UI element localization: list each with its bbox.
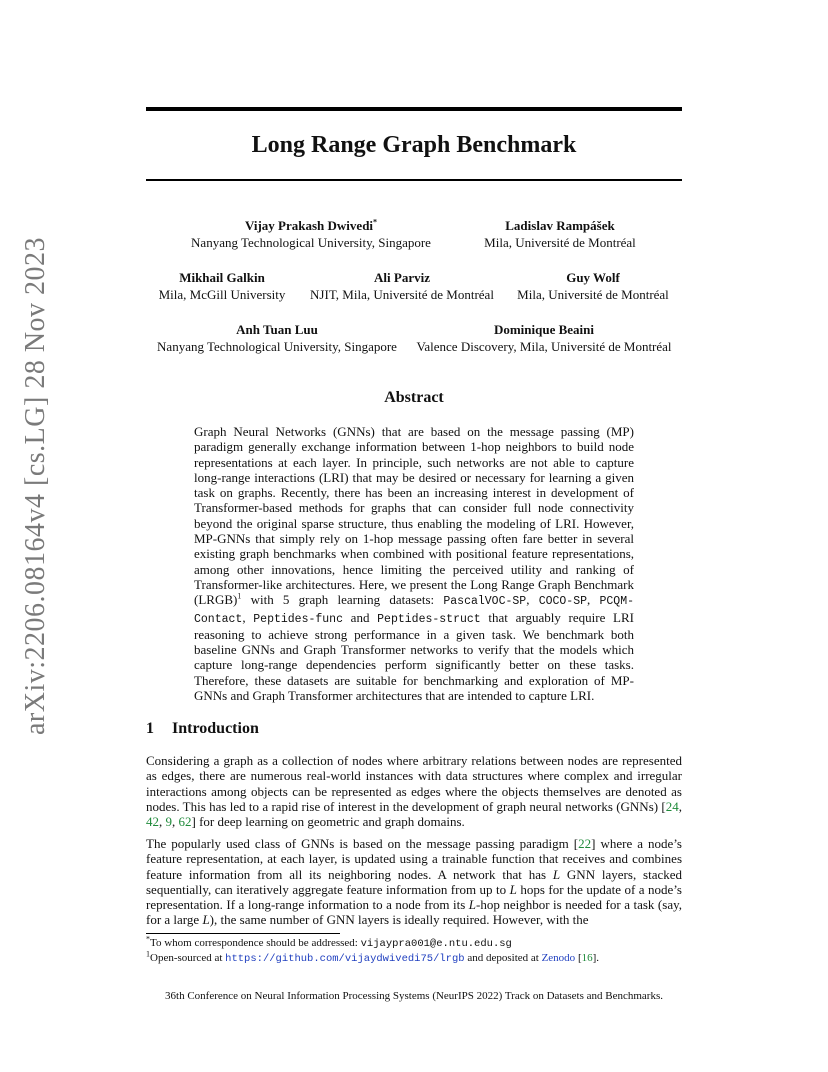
author-name: Guy Wolf [566,270,620,285]
paper-title: Long Range Graph Benchmark [251,132,577,158]
citation-link[interactable]: 62 [178,814,192,830]
dataset-name: PCQM-Contact [194,595,635,626]
github-link[interactable]: https://github.com/vijaydwivedi75/lrgb [225,953,465,965]
abstract-heading: Abstract [384,389,444,406]
citation-link[interactable]: 16 [581,952,593,964]
citation-link[interactable]: 24 [665,798,679,814]
author-affiliation: NJIT, Mila, Université de Montréal [310,287,494,302]
author-affiliation: Nanyang Technological University, Singapore [157,339,397,354]
author-affiliation: Mila, Université de Montréal [517,287,669,302]
author-mark: * [373,217,378,227]
author-affiliation: Valence Discovery, Mila, Université de Montréal [416,339,672,354]
zenodo-link[interactable]: Zenodo [541,952,576,964]
citation-link[interactable]: 9 [165,814,172,830]
conference-footer: 36th Conference on Neural Information Processing Systems (NeurIPS 2022) Track on Datasets and Benchmarks. [165,990,663,1002]
author-affiliation: Nanyang Technological University, Singapore [191,235,431,250]
author-name: Anh Tuan Luu [236,322,318,337]
intro-paragraph-1: Considering a graph as a collection of nodes where arbitrary relations between nodes are represented as edges, there are numerous real-world instances with data structures where complex and irregular interactions among objects can be represented as edges where the objects themselves are denoted as nodes. This has led to a rapid rise of interest in the development of graph neural networks (GNNs) [24, 42, 9, 62] for deep learning on geometric and graph domains. [146,753,682,830]
author-block [508,269,678,303]
author-affiliation: Mila, Université de Montréal [484,235,636,250]
author-block [470,217,650,251]
intro-paragraph-2: The popularly used class of GNNs is based on the message passing paradigm [22] where a node’s feature representation, at each layer, is updated using a trainable function that receives and combines feature information from all its neighboring nodes. A network that has L GNN layers, stacked sequentially, can iteratively aggregate feature information from up to L hops for the update of a node’s representation. If a long-range information to a node from its L-hop neighbor is needed for a task (say, for a large L), the same number of GNN layers is ideally required. However, with the [146,836,683,928]
arxiv-identifier: arXiv:2206.08164v4 [cs.LG] 28 Nov 2023 [20,236,51,735]
footnote-1: *To whom correspondence should be addressed: vijaypra001@e.ntu.edu.sg [146,934,512,950]
dataset-name: Peptides-func [253,612,343,626]
author-name: Mikhail Galkin [179,270,265,285]
author-block [412,321,676,355]
math-variable: L [552,866,561,882]
section-heading [146,720,259,738]
author-block [150,269,294,303]
author-name: Vijay Prakash Dwivedi [244,218,374,233]
dataset-name: Peptides-struct [377,612,481,626]
dataset-name: PascalVOC-SP [443,595,527,609]
section-number: 1 [146,720,154,737]
section-title: Introduction [172,720,259,737]
author-name: Dominique Beaini [493,322,595,337]
citation-link[interactable]: 42 [146,814,159,830]
author-block [186,217,436,251]
abstract-text: Graph Neural Networks (GNNs) that are based on the message passing (MP) paradigm generally exchange information between 1-hop neighbors to build node representations at each layer. In principle, such networks are not able to capture long-range interactions (LRI) that may be desired or necessary for learning a given task on graphs. Recently, there has been an increasing interest in development of Transformer-based methods for graphs that can consider full node connectivity beyond the original sparse structure, thus enabling the modeling of LRI. However, MP-GNNs that simply rely on 1-hop message passing often fare better in several existing graph benchmarks when combined with positional feature representations, among other innovations, hence limiting the perceived utility and ranking of Transformer-like architectures. Here, we present the Long Range Graph Benchmark (LRGB)$^1$ with 5 graph learning datasets: PascalVOC-SP, COCO-SP, PCQM-Contact, Peptides-func and Peptides-struct that arguably require LRI reasoning to achieve strong performance in a given task. We benchmark both baseline GNNs and Graph Transformer networks to verify that the models which capture long-range dependencies perform significantly better on these tasks. Therefore, these datasets are suitable for benchmarking and exploration of MP-GNNs and Graph Transformer architectures that are intended to capture LRI. [194,424,635,704]
math-variable: L [468,897,476,913]
citation-link[interactable]: 22 [578,836,592,851]
footnote-2: $^1$Open-sourced at https://github.com/vijaydwivedi75/lrgb and deposited at Zenodo [16]. [146,949,600,965]
footnote-rule [146,933,340,934]
author-block [152,321,402,355]
math-variable: L [509,881,517,897]
footnote-mark: * [146,934,150,944]
author-affiliation: Mila, McGill University [158,287,286,302]
email-address: vijaypra001@e.ntu.edu.sg [360,938,512,950]
math-variable: L [202,912,210,928]
author-block [302,269,502,303]
author-name: Ali Parviz [374,270,430,285]
title-top-rule [146,107,682,111]
dataset-name: COCO-SP [538,595,587,609]
footnote-mark: 1 [237,591,242,601]
title-bottom-rule [146,179,682,181]
author-name: Ladislav Rampášek [505,218,615,233]
footnote-mark: 1 [146,949,150,959]
